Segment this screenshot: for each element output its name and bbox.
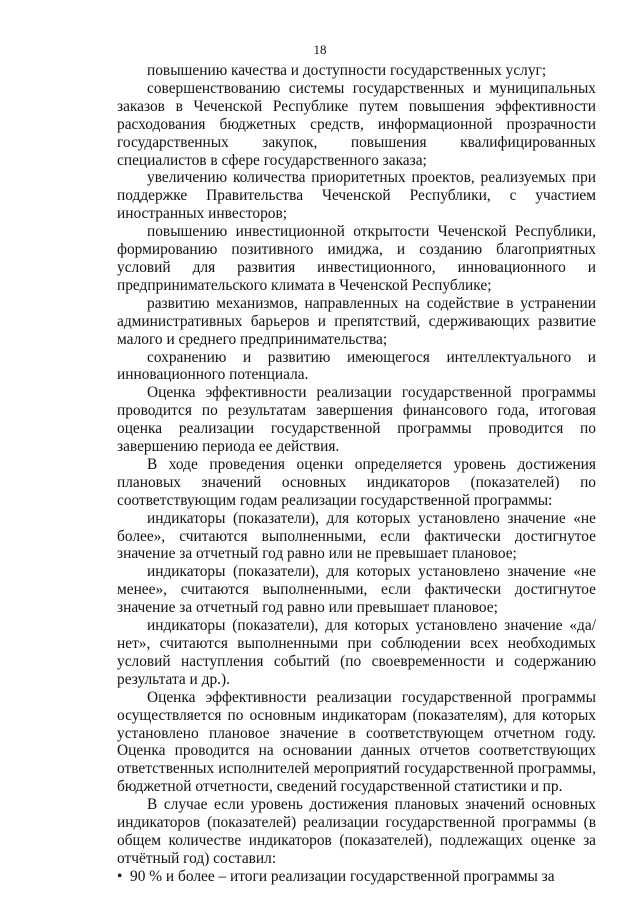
document-body: [117, 62, 596, 886]
paragraph: индикаторы (показатели), для которых установлено значение «не более», считаются выполненными, если фактически достигнутое значение за отчетный год равно или не превышает плановое;: [117, 509, 596, 563]
paragraph: В случае если уровень достижения плановых значений основных индикаторов (показателей) реализации государственной программы (в общем количестве индикаторов (показателей), подлежащих оценке за отчётный год) составил:: [117, 796, 596, 867]
paragraph: сохранению и развитию имеющегося интеллектуального и инновационного потенциала.: [117, 348, 596, 384]
paragraph: увеличению количества приоритетных проектов, реализуемых при поддержке Правительства Чеченской Республики, с участием иностранных инвесторов;: [117, 169, 596, 223]
paragraph: В ходе проведения оценки определяется уровень достижения плановых значений основных индикаторов (показателей) по соответствующим годам реализации государственной программы:: [117, 455, 596, 509]
paragraph: индикаторы (показатели), для которых установлено значение «да/нет», считаются выполненными при соблюдении всех необходимых условий наступления событий (по своевременности и содержанию результата и др.).: [117, 617, 596, 688]
paragraph: повышению инвестиционной открытости Чеченской Республики, формированию позитивного имиджа, и созданию благоприятных условий для развития инвестиционного, инновационного и предпринимательского климата в Чеченской Республике;: [117, 223, 596, 294]
page-number: 18: [313, 42, 327, 57]
paragraph: развитию механизмов, направленных на содействие в устранении административных барьеров и препятствий, сдерживающих развитие малого и среднего предпринимательства;: [117, 294, 596, 348]
paragraph: Оценка эффективности реализации государственной программы осуществляется по основным индикаторам (показателям), для которых установлено плановое значение в соответствующем отчетном году. Оценка проводится на основании данных отчетов соответствующих ответственных исполнителей мероприятий государственной программы, бюджетной отчетности, сведений государственной статистики и пр.: [117, 688, 596, 796]
paragraph: повышению качества и доступности государственных услуг;: [147, 62, 547, 79]
bullet-item: [117, 868, 596, 886]
paragraph: совершенствованию системы государственных и муниципальных заказов в Чеченской Республике путем повышения эффективности расходования бюджетных средств, информационной прозрачности государственных закупок, повышения квалифицированных специалистов в сфере государственного заказа;: [117, 79, 596, 169]
bullet-text: 90 % и более – итоги реализации государственной программы за: [130, 867, 555, 885]
paragraph: индикаторы (показатели), для которых установлено значение «не менее», считаются выполненными, если фактически достигнутое значение за отчетный год равно или превышает плановое;: [117, 563, 596, 617]
paragraph: Оценка эффективности реализации государственной программы проводится по результатам завершения финансового года, итоговая оценка реализации государственной программы проводится по завершению периода ее действия.: [117, 384, 596, 456]
bullet-marker: •: [117, 867, 123, 885]
